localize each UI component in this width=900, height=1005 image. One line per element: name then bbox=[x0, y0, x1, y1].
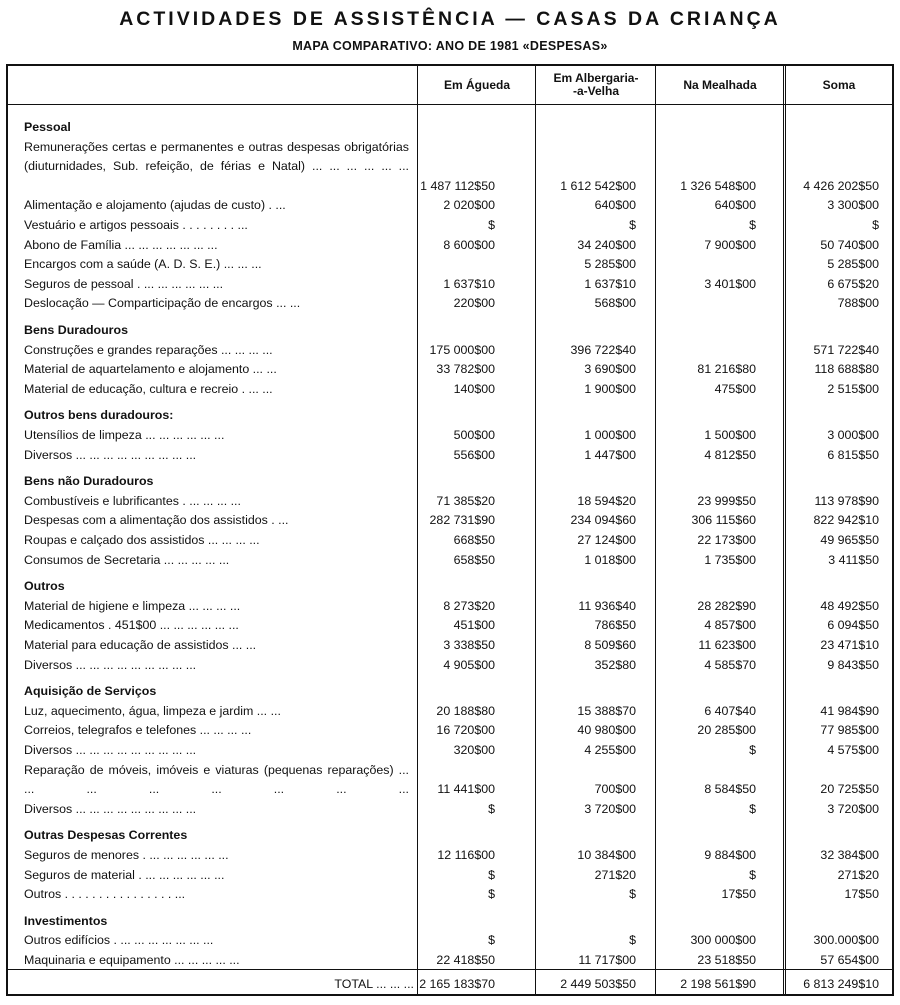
document-subtitle: MAPA COMPARATIVO: ANO DE 1981 «DESPESAS» bbox=[292, 39, 608, 53]
cell-value: 306 115$60 bbox=[691, 513, 756, 528]
table-row bbox=[8, 380, 892, 400]
cell-value: $ bbox=[488, 218, 495, 232]
table-row bbox=[8, 446, 892, 466]
table-row bbox=[8, 597, 892, 617]
cell-value: 4 575$00 bbox=[827, 743, 879, 757]
cell-value: 658$50 bbox=[453, 552, 495, 567]
table-row bbox=[8, 138, 892, 197]
cell-value: 640$00 bbox=[594, 198, 636, 213]
cell-value: 3 000$00 bbox=[827, 428, 879, 442]
table-row bbox=[8, 800, 892, 820]
section-title: Outras Despesas Correntes bbox=[24, 828, 188, 843]
table-row bbox=[8, 216, 892, 236]
table-row bbox=[8, 341, 892, 361]
row-label: Combustíveis e lubrificantes . ... ... ... ... bbox=[24, 493, 241, 508]
total-value: 2 198 561$90 bbox=[680, 977, 756, 991]
section-header bbox=[8, 118, 892, 137]
cell-value: 6 407$40 bbox=[704, 703, 756, 718]
row-label: Abono de Família ... ... ... ... ... ... ... bbox=[24, 237, 218, 252]
row-label: Utensílios de limpeza ... ... ... ... ... ... bbox=[24, 428, 225, 442]
row-label: Roupas e calçado dos assistidos ... ... ... ... bbox=[24, 533, 260, 547]
cell-value: 640$00 bbox=[714, 198, 756, 213]
table-row bbox=[8, 551, 892, 571]
cell-value: $ bbox=[749, 867, 756, 882]
cell-value: 3 338$50 bbox=[443, 638, 495, 652]
section-header bbox=[8, 472, 892, 491]
cell-value: 113 978$90 bbox=[814, 493, 879, 508]
cell-value: 3 720$00 bbox=[584, 801, 636, 816]
cell-value: 23 471$10 bbox=[820, 638, 879, 652]
table-row bbox=[8, 196, 892, 216]
header-divider bbox=[8, 104, 892, 105]
row-label: Seguros de pessoal . ... ... ... ... ... ... bbox=[24, 276, 224, 291]
cell-value: 1 612 542$00 bbox=[560, 178, 636, 193]
cell-value: 81 216$80 bbox=[697, 362, 756, 377]
row-label: Outros edifícios . ... ... ... ... ... ... ... bbox=[24, 933, 214, 948]
row-label: Vestuário e artigos pessoais . . . . . . . . ... bbox=[24, 218, 248, 232]
table-row bbox=[8, 511, 892, 531]
cell-value: 700$00 bbox=[594, 782, 636, 797]
cell-value: 5 285$00 bbox=[584, 257, 636, 272]
cell-value: 8 273$20 bbox=[443, 598, 495, 613]
cell-value: 18 594$20 bbox=[577, 493, 636, 508]
cell-value: 300 000$00 bbox=[690, 933, 756, 948]
cell-value: 300.000$00 bbox=[813, 933, 879, 948]
row-label: Correios, telegrafos e telefones ... ... ... ... bbox=[24, 723, 252, 738]
table-row bbox=[8, 702, 892, 722]
table-row bbox=[8, 255, 892, 275]
cell-value: 11 441$00 bbox=[437, 782, 495, 797]
table-row bbox=[8, 531, 892, 551]
row-label: Seguros de menores . ... ... ... ... ... ... bbox=[24, 848, 229, 862]
row-label: Material de educação, cultura e recreio . ... ... bbox=[24, 381, 273, 396]
cell-value: $ bbox=[629, 933, 636, 948]
section-header bbox=[8, 826, 892, 845]
cell-value: 40 980$00 bbox=[577, 723, 636, 738]
table-row bbox=[8, 616, 892, 636]
cell-value: 6 094$50 bbox=[827, 618, 879, 633]
row-label: Reparação de móveis, imóveis e viaturas (pequenas reparações) ... ... ... ... ... ... ... ... bbox=[24, 762, 409, 797]
cell-value: 668$50 bbox=[453, 533, 495, 547]
row-label: Encargos com a saúde (A. D. S. E.) ... ... ... bbox=[24, 257, 262, 272]
row-label: Consumos de Secretaria ... ... ... ... ... bbox=[24, 552, 230, 567]
cell-value: 49 965$50 bbox=[820, 533, 879, 547]
cell-value: 9 843$50 bbox=[827, 657, 879, 672]
cell-value: 12 116$00 bbox=[437, 848, 495, 862]
cell-value: 34 240$00 bbox=[577, 237, 636, 252]
table-row bbox=[8, 656, 892, 676]
total-row bbox=[8, 975, 892, 994]
cell-value: 8 584$50 bbox=[704, 782, 756, 797]
cell-value: 1 735$00 bbox=[704, 552, 756, 567]
table-row bbox=[8, 721, 892, 741]
cell-value: 4 255$00 bbox=[584, 743, 636, 757]
row-label: Seguros de material . ... ... ... ... ... ... bbox=[24, 867, 225, 882]
table-row bbox=[8, 636, 892, 656]
cell-value: $ bbox=[488, 867, 495, 882]
cell-value: $ bbox=[488, 887, 495, 902]
cell-value: $ bbox=[629, 887, 636, 902]
cell-value: 3 690$00 bbox=[584, 362, 636, 377]
cell-value: 50 740$00 bbox=[820, 237, 879, 252]
cell-value: 396 722$40 bbox=[570, 342, 636, 357]
cell-value: 17$50 bbox=[721, 887, 756, 902]
cell-value: 1 637$10 bbox=[443, 276, 495, 291]
row-label: Material para educação de assistidos ... ... bbox=[24, 638, 257, 652]
row-label: Remunerações certas e permanentes e outras despesas obrigatórias (diuturnidades, Sub. refeição, de férias e Natal) ... ... ... ... ... ... bbox=[24, 139, 409, 174]
cell-value: 6 815$50 bbox=[827, 447, 879, 462]
table-row bbox=[8, 761, 892, 800]
cell-value: 17$50 bbox=[844, 887, 879, 902]
cell-value: 11 936$40 bbox=[578, 598, 636, 613]
section-header bbox=[8, 682, 892, 701]
cell-value: 20 188$80 bbox=[436, 703, 495, 718]
cell-value: 15 388$70 bbox=[577, 703, 636, 718]
cell-value: 234 094$60 bbox=[570, 513, 636, 528]
cell-value: 23 999$50 bbox=[697, 493, 756, 508]
total-value: 6 813 249$10 bbox=[803, 977, 879, 991]
row-label: Alimentação e alojamento (ajudas de custo) . ... bbox=[24, 198, 286, 213]
column-header-albergaria: Em Albergaria- -a-Velha bbox=[553, 71, 639, 98]
cell-value: 786$50 bbox=[594, 618, 636, 633]
cell-value: 475$00 bbox=[714, 381, 756, 396]
cell-value: 1 018$00 bbox=[584, 552, 636, 567]
cell-value: 571 722$40 bbox=[813, 342, 879, 357]
row-label: Construções e grandes reparações ... ... ... ... bbox=[24, 342, 273, 357]
table-row bbox=[8, 951, 892, 971]
cell-value: 48 492$50 bbox=[820, 598, 879, 613]
cell-value: $ bbox=[749, 218, 756, 232]
table-row bbox=[8, 741, 892, 761]
cell-value: 1 447$00 bbox=[584, 447, 636, 462]
row-label: Deslocação — Comparticipação de encargos ... ... bbox=[24, 296, 301, 311]
cell-value: 20 725$50 bbox=[820, 782, 879, 797]
cell-value: 282 731$90 bbox=[429, 513, 495, 528]
cell-value: 118 688$80 bbox=[814, 362, 879, 377]
expenses-table bbox=[6, 64, 894, 996]
cell-value: 33 782$00 bbox=[436, 362, 495, 377]
cell-value: 8 509$60 bbox=[584, 638, 636, 652]
section-title: Aquisição de Serviços bbox=[24, 684, 157, 699]
cell-value: 175 000$00 bbox=[429, 342, 495, 357]
cell-value: 556$00 bbox=[453, 447, 495, 462]
cell-value: 11 623$00 bbox=[698, 638, 756, 652]
cell-value: 8 600$00 bbox=[443, 237, 495, 252]
cell-value: 1 326 548$00 bbox=[680, 178, 756, 193]
row-label: Maquinaria e equipamento ... ... ... ... ... bbox=[24, 953, 240, 967]
row-label: Outros . . . . . . . . . . . . . . . . ... bbox=[24, 887, 186, 902]
cell-value: 2 515$00 bbox=[827, 381, 879, 396]
table-row bbox=[8, 931, 892, 951]
cell-value: 4 585$70 bbox=[704, 657, 756, 672]
cell-value: 568$00 bbox=[594, 296, 636, 311]
table-row bbox=[8, 846, 892, 866]
table-row bbox=[8, 236, 892, 256]
section-header bbox=[8, 912, 892, 931]
row-label: Medicamentos . 451$00 ... ... ... ... ... ... bbox=[24, 618, 239, 633]
cell-value: 1 487 112$50 bbox=[420, 178, 495, 193]
cell-value: 1 637$10 bbox=[584, 276, 636, 291]
row-label: Diversos ... ... ... ... ... ... ... ... ... bbox=[24, 447, 197, 462]
cell-value: 1 900$00 bbox=[584, 381, 636, 396]
cell-value: 271$20 bbox=[837, 867, 879, 882]
document-title: ACTIVIDADES DE ASSISTÊNCIA — CASAS DA CRIANÇA bbox=[119, 8, 781, 30]
section-title: Bens Duradouros bbox=[24, 323, 128, 337]
cell-value: 32 384$00 bbox=[820, 848, 879, 862]
cell-value: 500$00 bbox=[453, 428, 495, 442]
section-header bbox=[8, 406, 892, 425]
cell-value: 3 411$50 bbox=[828, 552, 879, 567]
section-header bbox=[8, 321, 892, 340]
section-title: Bens não Duradouros bbox=[24, 474, 154, 489]
row-label: Diversos ... ... ... ... ... ... ... ... ... bbox=[24, 657, 197, 672]
table-row bbox=[8, 294, 892, 314]
cell-value: 4 905$00 bbox=[443, 657, 495, 672]
cell-value: $ bbox=[749, 743, 756, 757]
cell-value: $ bbox=[749, 801, 756, 816]
cell-value: 4 812$50 bbox=[704, 447, 756, 462]
column-header-agueda: Em Águeda bbox=[443, 77, 510, 92]
cell-value: 352$80 bbox=[594, 657, 636, 672]
table-row bbox=[8, 492, 892, 512]
cell-value: 28 282$90 bbox=[697, 598, 756, 613]
table-row bbox=[8, 360, 892, 380]
section-title: Pessoal bbox=[24, 120, 71, 134]
column-header-mealhada: Na Mealhada bbox=[683, 77, 757, 92]
cell-value: 16 720$00 bbox=[436, 723, 495, 738]
cell-value: 822 942$10 bbox=[813, 513, 879, 528]
row-label: Luz, aquecimento, água, limpeza e jardim ... ... bbox=[24, 703, 281, 718]
section-header bbox=[8, 577, 892, 596]
table-row bbox=[8, 275, 892, 295]
cell-value: $ bbox=[872, 218, 879, 232]
cell-value: 41 984$90 bbox=[820, 703, 879, 718]
cell-value: 220$00 bbox=[453, 296, 495, 311]
cell-value: 451$00 bbox=[453, 618, 495, 633]
cell-value: $ bbox=[488, 801, 495, 816]
cell-value: 2 020$00 bbox=[443, 198, 495, 213]
cell-value: 77 985$00 bbox=[820, 723, 879, 738]
cell-value: 788$00 bbox=[837, 296, 879, 311]
cell-value: 4 426 202$50 bbox=[803, 178, 879, 193]
section-title: Investimentos bbox=[24, 913, 108, 928]
cell-value: 3 720$00 bbox=[827, 801, 879, 816]
row-label: Material de aquartelamento e alojamento ... ... bbox=[24, 362, 277, 377]
cell-value: 9 884$00 bbox=[704, 848, 756, 862]
row-label: Diversos ... ... ... ... ... ... ... ... ... bbox=[24, 743, 197, 757]
cell-value: 22 173$00 bbox=[697, 533, 756, 547]
cell-value: 6 675$20 bbox=[827, 276, 879, 291]
cell-value: 3 401$00 bbox=[704, 276, 756, 291]
cell-value: 7 900$00 bbox=[704, 237, 756, 252]
cell-value: 11 717$00 bbox=[578, 953, 636, 967]
table-row bbox=[8, 885, 892, 905]
cell-value: 1 000$00 bbox=[584, 428, 636, 442]
cell-value: 140$00 bbox=[453, 381, 495, 396]
section-title: Outros bbox=[24, 579, 65, 594]
cell-value: 3 300$00 bbox=[827, 198, 879, 213]
cell-value: 57 654$00 bbox=[820, 953, 879, 967]
cell-value: 320$00 bbox=[453, 743, 495, 757]
section-title: Outros bens duradouros: bbox=[24, 408, 174, 423]
cell-value: 27 124$00 bbox=[577, 533, 636, 547]
cell-value: $ bbox=[488, 933, 495, 948]
total-value: 2 165 183$70 bbox=[419, 977, 495, 991]
cell-value: 10 384$00 bbox=[577, 848, 636, 862]
column-header-soma: Soma bbox=[822, 77, 856, 92]
cell-value: 22 418$50 bbox=[436, 953, 495, 967]
cell-value: 271$20 bbox=[594, 867, 636, 882]
cell-value: 20 285$00 bbox=[697, 723, 756, 738]
row-label: Material de higiene e limpeza ... ... ... ... bbox=[24, 598, 241, 613]
table-row bbox=[8, 866, 892, 886]
cell-value: 71 385$20 bbox=[436, 493, 495, 508]
table-row bbox=[8, 426, 892, 446]
cell-value: $ bbox=[629, 218, 636, 232]
cell-value: 4 857$00 bbox=[704, 618, 756, 633]
total-label: TOTAL ... ... ... bbox=[334, 977, 414, 991]
cell-value: 23 518$50 bbox=[697, 953, 756, 967]
cell-value: 5 285$00 bbox=[827, 257, 879, 272]
row-label: Diversos ... ... ... ... ... ... ... ... ... bbox=[24, 801, 197, 816]
row-label: Despesas com a alimentação dos assistidos . ... bbox=[24, 513, 289, 528]
cell-value: 1 500$00 bbox=[704, 428, 756, 442]
total-value: 2 449 503$50 bbox=[560, 977, 636, 991]
